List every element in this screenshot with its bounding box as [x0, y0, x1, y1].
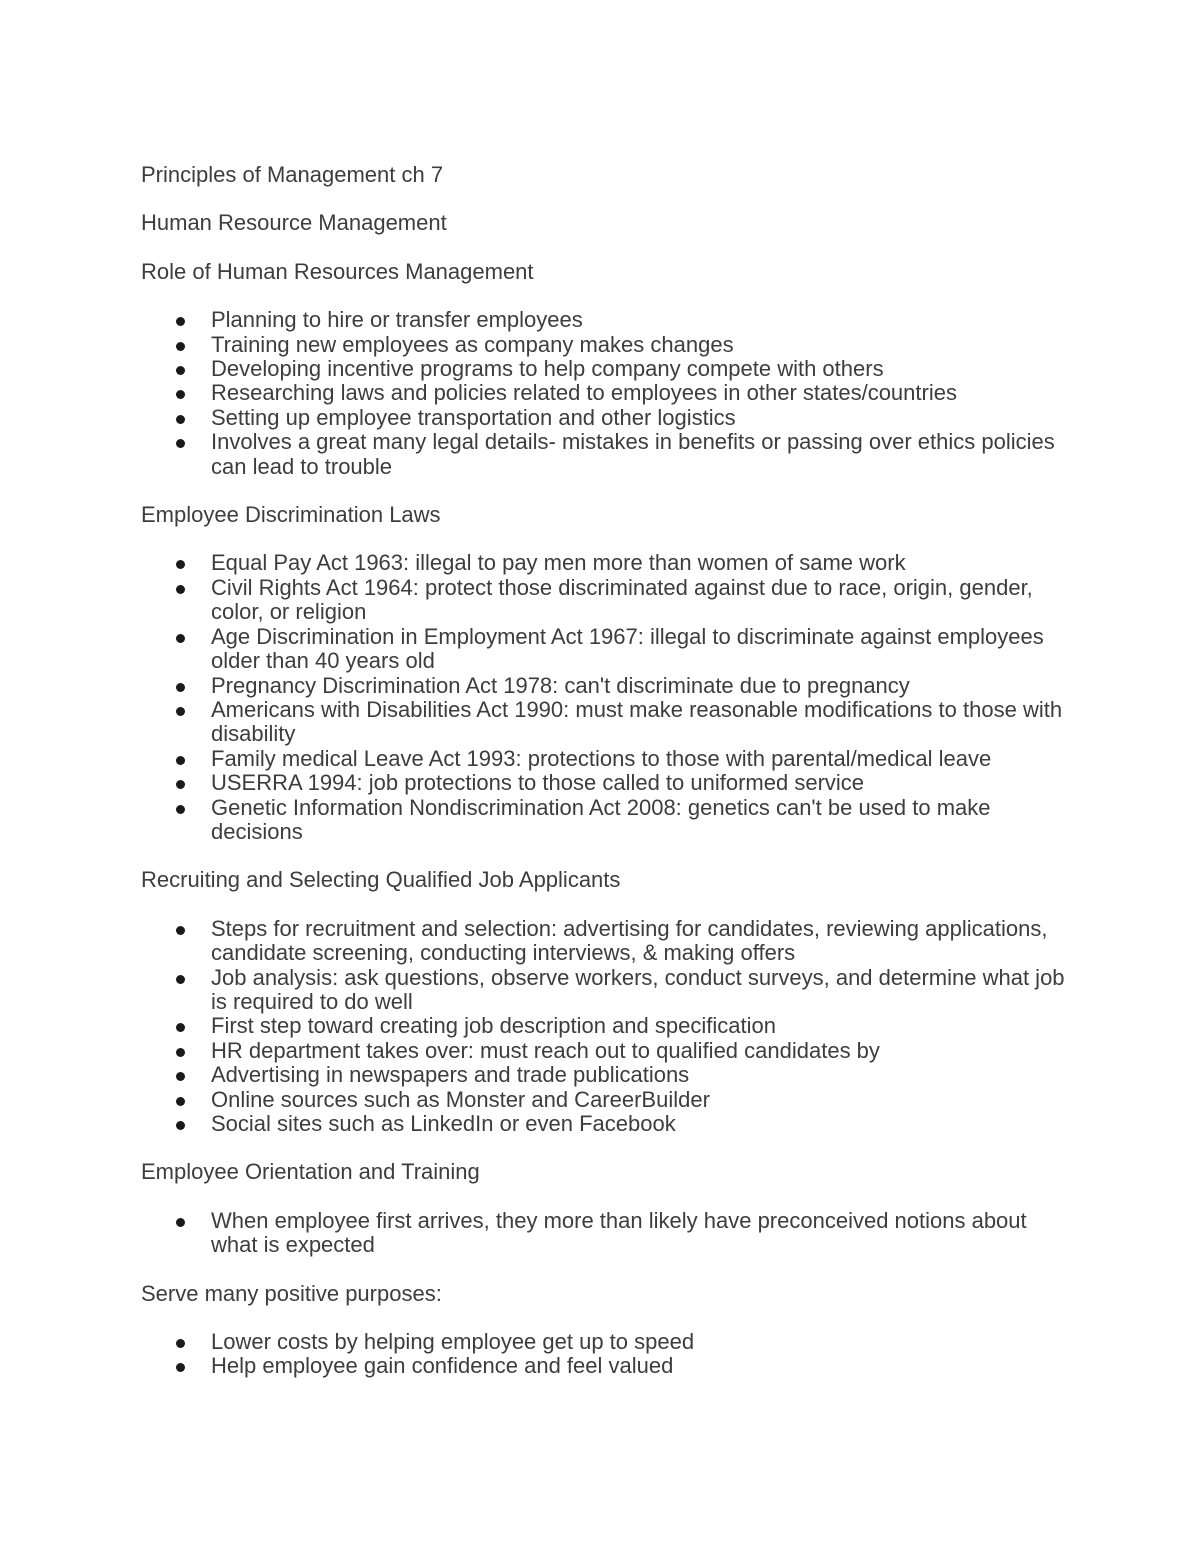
- list-item-text: Setting up employee transportation and other logistics: [211, 404, 736, 430]
- bullet-list: [141, 551, 1071, 844]
- list-item-text: Equal Pay Act 1963: illegal to pay men more than women of same work: [211, 550, 906, 576]
- bullet-dot-icon: [176, 1097, 185, 1106]
- list-item-text: Planning to hire or transfer employees: [211, 307, 583, 333]
- bullet-dot-icon: [176, 756, 185, 765]
- list-item: [141, 771, 1071, 795]
- bullet-dot-icon: [176, 585, 185, 594]
- bullet-dot-icon: [176, 1121, 185, 1130]
- list-item-text: Americans with Disabilities Act 1990: must make reasonable modifications to those with disability: [211, 696, 1063, 747]
- list-item: [141, 381, 1071, 405]
- section-heading: Serve many positive purposes:: [141, 1280, 442, 1306]
- bullet-dot-icon: [176, 1363, 185, 1372]
- list-item-text: Researching laws and policies related to employees in other states/countries: [211, 380, 957, 406]
- list-item: [141, 796, 1071, 845]
- bullet-dot-icon: [176, 366, 185, 375]
- bullet-dot-icon: [176, 342, 185, 351]
- list-item-text: Help employee gain confidence and feel valued: [211, 1353, 674, 1379]
- list-item: [141, 1088, 1071, 1112]
- bullet-dot-icon: [176, 634, 185, 643]
- list-item-text: When employee first arrives, they more than likely have preconceived notions about what is expected: [211, 1207, 1027, 1258]
- list-item-text: USERRA 1994: job protections to those called to uniformed service: [211, 770, 865, 796]
- bullet-dot-icon: [176, 1023, 185, 1032]
- bullet-list: [141, 308, 1071, 479]
- list-item-text: Steps for recruitment and selection: advertising for candidates, reviewing applications, candidate screening, conducting interviews, & making offers: [211, 915, 1048, 966]
- bullet-dot-icon: [176, 560, 185, 569]
- list-item-text: Genetic Information Nondiscrimination Act 2008: genetics can't be used to make decisions: [211, 794, 991, 844]
- section-heading: Recruiting and Selecting Qualified Job Applicants: [141, 867, 621, 893]
- document-title: Principles of Management ch 7: [141, 162, 444, 187]
- list-item: [141, 576, 1071, 625]
- list-item: [141, 551, 1071, 575]
- list-item: [141, 430, 1071, 479]
- list-item: [141, 1014, 1071, 1038]
- list-item-text: Job analysis: ask questions, observe workers, conduct surveys, and determine what job is required to do well: [211, 964, 1065, 1014]
- list-item: [141, 747, 1071, 771]
- bullet-dot-icon: [176, 439, 185, 448]
- bullet-dot-icon: [176, 1218, 185, 1227]
- document-page: [141, 163, 1071, 1403]
- list-item: [141, 1112, 1071, 1136]
- list-item-text: Lower costs by helping employee get up to speed: [211, 1329, 695, 1355]
- list-item: [141, 625, 1071, 674]
- list-item-text: Training new employees as company makes changes: [211, 331, 734, 357]
- bullet-dot-icon: [176, 1339, 185, 1348]
- list-item: [141, 1330, 1071, 1354]
- document-subtitle: Human Resource Management: [141, 210, 447, 236]
- list-item: [141, 917, 1071, 966]
- list-item: [141, 308, 1071, 332]
- list-item: [141, 406, 1071, 430]
- list-item-text: Advertising in newspapers and trade publications: [211, 1062, 690, 1088]
- bullet-dot-icon: [176, 1048, 185, 1057]
- section-heading: Employee Discrimination Laws: [141, 502, 441, 528]
- list-item-text: Social sites such as LinkedIn or even Facebook: [211, 1111, 676, 1136]
- bullet-list: [141, 1330, 1071, 1379]
- section-heading: Role of Human Resources Management: [141, 258, 534, 284]
- list-item: [141, 1209, 1071, 1258]
- bullet-list: [141, 1209, 1071, 1258]
- bullet-dot-icon: [176, 390, 185, 399]
- list-item: [141, 698, 1071, 747]
- list-item-text: Developing incentive programs to help company compete with others: [211, 356, 884, 382]
- document-sections: [141, 260, 1071, 1379]
- list-item: [141, 333, 1071, 357]
- bullet-dot-icon: [176, 415, 185, 424]
- list-item-text: Online sources such as Monster and CareerBuilder: [211, 1086, 710, 1112]
- list-item-text: HR department takes over: must reach out to qualified candidates by: [211, 1037, 880, 1063]
- list-item: [141, 966, 1071, 1015]
- list-item-text: Civil Rights Act 1964: protect those discriminated against due to race, origin, gender, color, or religion: [211, 574, 1033, 625]
- list-item: [141, 674, 1071, 698]
- bullet-dot-icon: [176, 805, 185, 814]
- bullet-dot-icon: [176, 1072, 185, 1081]
- list-item: [141, 357, 1071, 381]
- list-item-text: Pregnancy Discrimination Act 1978: can't discriminate due to pregnancy: [211, 672, 910, 698]
- bullet-dot-icon: [176, 317, 185, 326]
- list-item-text: Involves a great many legal details- mistakes in benefits or passing over ethics policies can lead to trouble: [211, 429, 1055, 479]
- list-item-text: First step toward creating job description and specification: [211, 1013, 776, 1039]
- bullet-dot-icon: [176, 975, 185, 984]
- bullet-dot-icon: [176, 926, 185, 935]
- bullet-list: [141, 917, 1071, 1137]
- section-heading: Employee Orientation and Training: [141, 1159, 480, 1185]
- bullet-dot-icon: [176, 780, 185, 789]
- list-item: [141, 1354, 1071, 1378]
- list-item: [141, 1039, 1071, 1063]
- list-item-text: Family medical Leave Act 1993: protections to those with parental/medical leave: [211, 745, 992, 771]
- bullet-dot-icon: [176, 707, 185, 716]
- bullet-dot-icon: [176, 683, 185, 692]
- list-item: [141, 1063, 1071, 1087]
- list-item-text: Age Discrimination in Employment Act 1967: illegal to discriminate against employees older than 40 years old: [211, 623, 1044, 674]
